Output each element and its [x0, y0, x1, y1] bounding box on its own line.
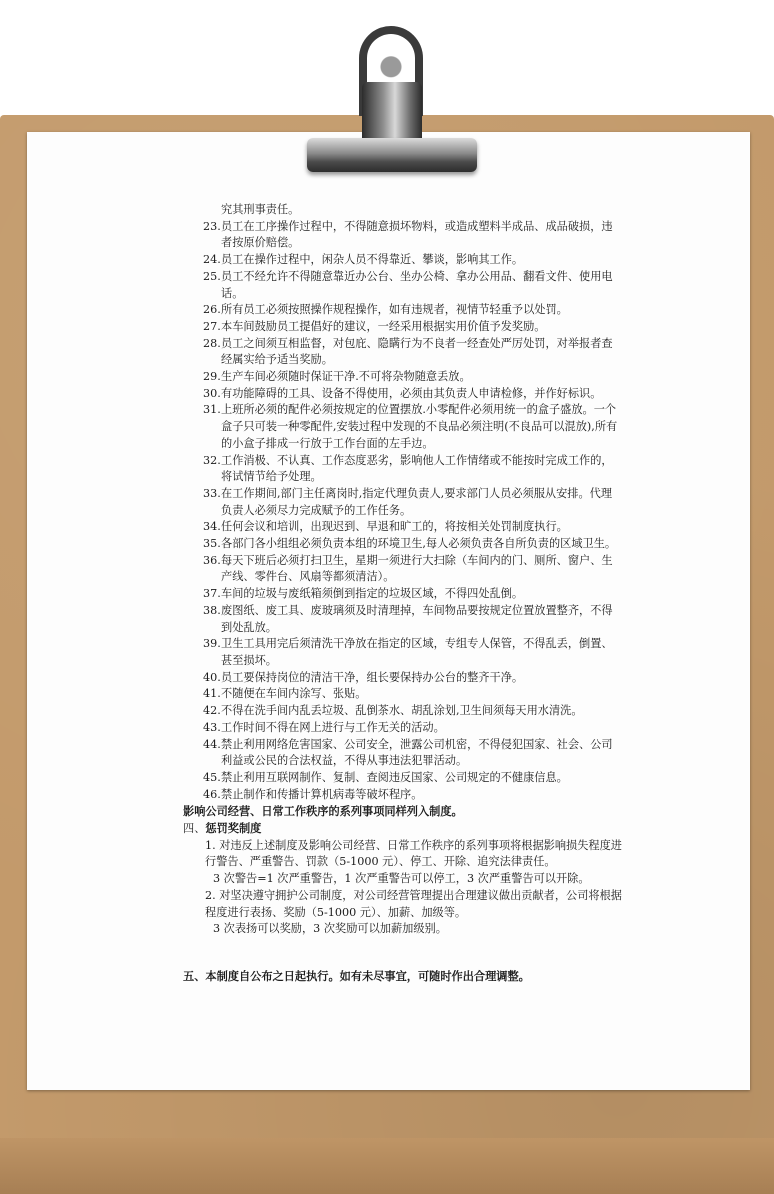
rule-item — [183, 686, 623, 703]
rule-item — [183, 519, 623, 536]
section-5-statement: 五、本制度自公布之日起执行。如有未尽事宜，可随时作出合理调整。 — [183, 968, 530, 983]
rule-item — [183, 453, 623, 486]
rule-number: 43. — [203, 720, 221, 734]
rule-item — [183, 386, 623, 403]
rule-item — [183, 603, 623, 636]
rule-number: 37. — [203, 587, 221, 601]
rule-number: 32. — [203, 453, 221, 467]
rule-item — [183, 269, 623, 302]
rule-item — [183, 252, 623, 269]
penalty-note: 3 次警告=1 次严重警告，1 次严重警告可以停工，3 次严重警告可以开除。 — [213, 872, 590, 886]
section-4-prefix: 四、 — [183, 822, 206, 836]
rule-item — [183, 219, 623, 252]
rule-text: 生产车间必须随时保证干净.不可将杂物随意丢放。 — [221, 370, 471, 384]
rule-number: 35. — [203, 537, 221, 551]
rule-number: 33. — [203, 486, 221, 500]
rule-item — [183, 486, 623, 519]
rule-item — [183, 770, 623, 787]
rule-number: 41. — [203, 687, 221, 701]
rule-number: 23. — [203, 219, 221, 233]
rule-number: 44. — [203, 737, 221, 751]
rule-text: 员工在工序操作过程中，不得随意损坏物料，或造成塑料半成品、成品破损，违者按原价赔偿。 — [221, 219, 613, 250]
reward-note: 3 次表扬可以奖励，3 次奖励可以加薪加级别。 — [213, 922, 447, 936]
rule-item — [183, 302, 623, 319]
clip-bar — [307, 138, 477, 172]
rule-text: 废图纸、废工具、废玻璃须及时清理掉，车间物品要按规定位置放置整齐，不得到处乱放。 — [221, 603, 613, 634]
rule-text: 工作时间不得在网上进行与工作无关的活动。 — [221, 720, 445, 734]
rule-number: 36. — [203, 553, 221, 567]
rule-item — [183, 402, 623, 452]
rule-number: 46. — [203, 787, 221, 801]
rule-text: 有功能障碍的工具、设备不得使用，必须由其负责人申请检修，并作好标识。 — [221, 386, 602, 400]
rule-text: 卫生工具用完后须清洗干净放在指定的区域，专组专人保管，不得乱丢，倒置、甚至损坏。 — [221, 637, 613, 667]
rule-text: 员工之间须互相监督，对包庇、隐瞒行为不良者一经查处严厉处罚，对举报者查经属实给予适当奖励。 — [221, 336, 613, 367]
rule-item — [183, 670, 623, 687]
rule-text: 禁止利用网络危害国家、公司安全，泄露公司机密，不得侵犯国家、社会、公司利益或公民的合法权益，不得从事违法犯罪活动。 — [221, 737, 613, 768]
rule-text: 员工要保持岗位的清洁干净，组长要保持办公台的整齐干净。 — [221, 670, 524, 684]
rule-item — [183, 636, 623, 669]
clipboard-bottom-edge — [0, 1138, 774, 1194]
rule-item — [183, 703, 623, 720]
rule-number: 34. — [203, 520, 221, 534]
section-4-title: 惩罚奖制度 — [205, 821, 262, 836]
rule-number: 27. — [203, 319, 221, 333]
rule-text: 禁止制作和传播计算机病毒等破坏程序。 — [221, 787, 423, 801]
continuation-text: 究其刑事责任。 — [221, 203, 300, 216]
rule-text: 车间的垃圾与废纸箱须倒到指定的垃圾区域，不得四处乱倒。 — [221, 587, 524, 601]
rule-item — [183, 787, 623, 804]
rule-text: 在工作期间,部门主任离岗时,指定代理负责人,要求部门人员必须服从安排。代理负责人必须尽力完成赋予的工作任务。 — [221, 486, 613, 517]
document-body — [183, 202, 623, 985]
rule-text: 员工不经允许不得随意靠近办公台、坐办公椅、拿办公用品、翻看文件、使用电话。 — [221, 269, 613, 300]
rule-number: 24. — [203, 253, 221, 267]
rule-text: 本车间鼓励员工提倡好的建议，一经采用根据实用价值予发奖励。 — [221, 319, 546, 333]
binder-clip-icon — [307, 26, 477, 176]
rule-number: 39. — [203, 637, 221, 651]
rule-item — [183, 586, 623, 603]
rule-number: 30. — [203, 386, 221, 400]
rule-number: 42. — [203, 704, 221, 718]
rule-item — [183, 720, 623, 737]
rule-item — [183, 737, 623, 770]
rule-text: 各部门各小组组必须负责本组的环境卫生,每人必须负责各自所负责的区域卫生。 — [221, 537, 617, 551]
rule-text: 工作消极、不认真、工作态度恶劣，影响他人工作情绪或不能按时完成工作的，将试情节给予处理。 — [221, 453, 613, 484]
rule-text: 任何会议和培训，出现迟到、早退和旷工的，将按相关处罚制度执行。 — [221, 520, 568, 534]
rule-item — [183, 553, 623, 586]
penalty-paragraph: 1. 对违反上述制度及影响公司经营、日常工作秩序的系列事项将根据影响损失程度进行警告、严重警告、罚款（5-1000 元）、停工、开除、追究法律责任。 — [205, 838, 622, 869]
rule-list — [183, 219, 623, 804]
rule-number: 31. — [203, 403, 221, 417]
rule-number: 29. — [203, 370, 221, 384]
bold-note: 影响公司经营、日常工作秩序的系列事项同样列入制度。 — [183, 804, 463, 819]
rule-text: 员工在操作过程中，闲杂人员不得靠近、攀谈，影响其工作。 — [221, 253, 524, 267]
section-4-heading — [183, 820, 623, 838]
rule-item — [183, 319, 623, 336]
rule-number: 38. — [203, 603, 221, 617]
rule-item — [183, 536, 623, 553]
rule-number: 45. — [203, 770, 221, 784]
rule-number: 26. — [203, 303, 221, 317]
rule-number: 25. — [203, 269, 221, 283]
rule-item — [183, 336, 623, 369]
rule-text: 不随便在车间内涂写、张贴。 — [221, 687, 367, 701]
rule-text: 禁止利用互联网制作、复制、查阅违反国家、公司规定的不健康信息。 — [221, 770, 568, 784]
rule-text: 每天下班后必须打扫卫生，星期一须进行大扫除（车间内的门、厕所、窗户、生产线、零件台、风扇等都须清洁）。 — [221, 553, 613, 584]
rule-text: 上班所必须的配件必须按规定的位置摆放.小零配件必须用统一的盒子盛放。一个盒子只可装一种零配件,安装过程中发现的不良品必须注明(不良品可以混放),所有的小盒子排成一行放于工作台面的左手边。 — [221, 403, 618, 450]
rule-text: 不得在洗手间内乱丢垃圾、乱倒茶水、胡乱涂划,卫生间须每天用水清洗。 — [221, 704, 583, 718]
rule-number: 28. — [203, 336, 221, 350]
rule-number: 40. — [203, 670, 221, 684]
rule-item — [183, 369, 623, 386]
rule-text: 所有员工必须按照操作规程操作，如有违规者，视情节轻重予以处罚。 — [221, 303, 568, 317]
reward-paragraph: 2. 对坚决遵守拥护公司制度，对公司经营管理提出合理建议做出贡献者，公司将根据程度进行表扬、奖励（5-1000 元）、加薪、加级等。 — [205, 888, 622, 919]
